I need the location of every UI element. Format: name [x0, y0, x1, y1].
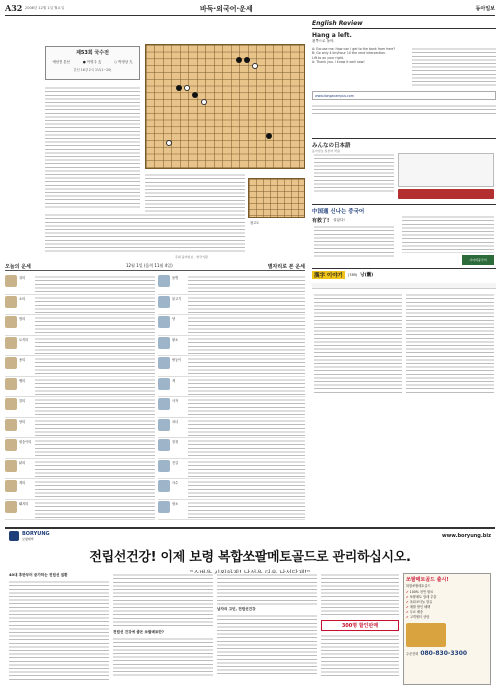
chinese-footer-banner — [462, 255, 494, 265]
zodiac-animal-icon — [5, 439, 17, 451]
sign-row — [158, 438, 305, 459]
chinese-section — [312, 204, 496, 266]
constellation-icon — [158, 378, 170, 390]
sign-row — [158, 459, 305, 480]
price-box-label: 300명 할인판매 — [341, 623, 379, 629]
sign-label: 사자 — [172, 399, 179, 403]
constellation-icon — [158, 337, 170, 349]
sign-label: 전갈 — [172, 460, 179, 465]
ad-col2-title: 전립선 건강에 좋은 쏘팔메토란? — [113, 630, 164, 634]
paper-name: 동아일보 — [475, 6, 495, 12]
animal-row — [5, 336, 155, 357]
constellation-icon — [158, 357, 170, 369]
constellation-icon — [158, 316, 170, 328]
japanese-section — [312, 138, 496, 202]
section-title: 바둑·외국어·운세 — [200, 5, 253, 13]
benefit-label: 쏘팔메토 열매 추출 — [409, 595, 437, 599]
animal-row — [5, 315, 155, 336]
constellation-icon — [158, 480, 170, 492]
hanja-section — [312, 268, 496, 524]
benefit-label: 옥타코사놀 함유 — [409, 600, 433, 604]
animal-row — [5, 377, 155, 398]
animal-list — [5, 274, 155, 520]
sign-list — [158, 274, 305, 520]
reference-diagram — [248, 178, 305, 218]
diagram-caption: 참고도 — [250, 221, 260, 225]
sign-label: 쌍둥이 — [172, 358, 182, 362]
constellation-icon — [158, 296, 170, 308]
phone-label: 주문전화 — [406, 652, 419, 656]
sign-label: 염소 — [172, 501, 179, 506]
black-player: ● 이영주 五 — [82, 60, 102, 64]
sign-row — [158, 315, 305, 336]
zodiac-animal-icon — [5, 480, 17, 492]
hanja-no: (789) — [347, 273, 358, 277]
sign-row — [158, 479, 305, 500]
sign-row — [158, 418, 305, 439]
chinese-footer: 사이버중국어 — [469, 258, 487, 262]
sign-row — [158, 274, 305, 295]
sign-label: 천칭 — [172, 440, 179, 444]
english-phrase-kr: 왼쪽으로 돌아. — [312, 39, 335, 43]
sign-label: 사수 — [172, 481, 179, 485]
ad-url[interactable]: www.boryung.biz — [442, 533, 491, 539]
phone-number[interactable]: 080-830-3300 — [420, 650, 468, 657]
japanese-title: みんなの日本語 — [312, 143, 351, 149]
horoscope-date: 12월 1일 (음력 11월 4일) — [125, 263, 173, 268]
sign-row — [158, 336, 305, 357]
animal-label: 원숭이띠 — [19, 440, 32, 444]
animal-label: 닭띠 — [19, 460, 26, 465]
english-title: English Review — [312, 20, 496, 29]
hanja-headline: 낭(囊) — [360, 273, 374, 278]
constellation-icon — [158, 460, 170, 472]
zodiac-animal-icon — [5, 501, 17, 513]
check-icon: ✔ — [406, 605, 410, 609]
animal-row — [5, 397, 155, 418]
sign-row — [158, 356, 305, 377]
sign-label: 양 — [172, 317, 176, 321]
dialogue-a1: A: Excuse me. How can I get to the bank from here? — [312, 47, 396, 51]
advertisement — [5, 527, 495, 687]
baduk-board — [145, 44, 305, 169]
sign-row — [158, 500, 305, 521]
animal-label: 뱀띠 — [19, 378, 26, 383]
animal-row — [5, 295, 155, 316]
english-section — [312, 20, 496, 138]
hanja-title: 漢字 이야기 — [314, 273, 343, 279]
baduk-section — [5, 18, 305, 258]
zodiac-animal-icon — [5, 419, 17, 431]
product-box — [403, 573, 491, 685]
benefit-label: 100% 천연 원료 — [409, 590, 434, 594]
check-icon: ✔ — [406, 600, 410, 604]
sign-label: 물병 — [172, 276, 179, 280]
sign-row — [158, 295, 305, 316]
animal-row — [5, 459, 155, 480]
page-number: A32 — [5, 3, 23, 13]
sign-label: 처녀 — [172, 419, 179, 424]
zodiac-animal-icon — [5, 296, 17, 308]
sign-label: 게 — [172, 378, 176, 383]
check-icon: ✔ — [406, 595, 410, 599]
animal-label: 범띠 — [19, 317, 26, 321]
animal-label: 토끼띠 — [19, 337, 29, 342]
animal-label: 쥐띠 — [19, 276, 26, 280]
animal-row — [5, 274, 155, 295]
baduk-sponsor: 주최 동아일보 · 한국기원 — [175, 255, 208, 259]
japanese-banner — [398, 189, 494, 199]
benefit-list — [406, 590, 488, 620]
benefit-label: 고객센터 상담 — [409, 615, 430, 619]
dialogue-b2: Lift to on your right. — [312, 55, 344, 60]
animal-row — [5, 438, 155, 459]
brand-name: BORYUNG — [22, 531, 50, 537]
date-line: 2008년 12월 1일 월요일 — [25, 6, 65, 10]
ad-col1-title: 40대 후반부터 증가하는 전립선 질환 — [9, 573, 68, 577]
product-image — [406, 623, 446, 647]
zodiac-animal-icon — [5, 357, 17, 369]
baduk-round: 예선전 본선 — [52, 60, 70, 64]
benefit-label: 무료 배송 — [409, 610, 424, 614]
animal-row — [5, 479, 155, 500]
constellation-icon — [158, 501, 170, 513]
baduk-subtitle: 본선 16강 2국 1보(1~20) — [73, 68, 112, 72]
check-icon: ✔ — [406, 615, 410, 619]
constellation-icon — [158, 398, 170, 410]
animal-label: 소띠 — [19, 296, 26, 301]
constellation-title: 별자리로 본 운세 — [267, 263, 305, 270]
japanese-sub: 동아일보 일본어 학습 — [312, 149, 340, 153]
price-box — [321, 620, 399, 631]
baduk-title: 제53회 국수전 — [76, 50, 109, 56]
horoscope-title: 오늘의 운세 — [5, 263, 31, 270]
animal-label: 돼지띠 — [19, 501, 29, 506]
check-icon: ✔ — [406, 610, 410, 614]
ad-headline: 전립선건강! 이제 보령 복합쏘팔메토골드로 관리하십시오. — [89, 550, 411, 565]
sign-row — [158, 397, 305, 418]
dialogue-a2: A: Thank you. I know it well now! — [312, 60, 365, 65]
page-header — [5, 3, 495, 15]
boryung-logo-icon — [9, 531, 19, 541]
benefit-label: 매월 할인 혜택 — [409, 605, 431, 609]
constellation-icon — [158, 419, 170, 431]
sign-row — [158, 377, 305, 398]
chinese-title: 中国通 신나는 중국어 — [312, 209, 365, 215]
white-player: ○ 박정상 九 — [114, 60, 133, 64]
product-title: 쏘팔메토골드 출시! — [406, 577, 449, 583]
brand-name-kr: 보령제약 — [22, 537, 34, 541]
dialogue-b1: B: Go only 4 km/hour 10 the next intersection. — [312, 51, 387, 56]
animal-row — [5, 356, 155, 377]
animal-row — [5, 418, 155, 439]
english-phrase: Hang a left. — [312, 32, 352, 39]
constellation-icon — [158, 275, 170, 287]
check-icon: ✔ — [406, 590, 410, 594]
chinese-phrase: 有救了! — [312, 218, 330, 224]
ad-col3-title: 남자의 고민, 전립선건강 — [217, 607, 256, 611]
animal-label: 말띠 — [19, 399, 26, 403]
zodiac-animal-icon — [5, 275, 17, 287]
sign-label: 황소 — [172, 337, 179, 342]
english-url[interactable]: www.dongacampus.com — [315, 93, 354, 98]
benefit-item — [406, 615, 488, 620]
horoscope-section — [5, 262, 305, 524]
zodiac-animal-icon — [5, 378, 17, 390]
zodiac-animal-icon — [5, 398, 17, 410]
constellation-icon — [158, 439, 170, 451]
animal-row — [5, 500, 155, 521]
sign-label: 물고기 — [172, 296, 182, 301]
animal-label: 개띠 — [19, 481, 26, 485]
animal-label: 양띠 — [19, 419, 26, 424]
animal-label: 용띠 — [19, 358, 26, 362]
chinese-phrase-kr: 살았다! — [333, 218, 345, 222]
zodiac-animal-icon — [5, 316, 17, 328]
product-sub: 복합쏘팔메토골드 — [406, 584, 431, 588]
zodiac-animal-icon — [5, 460, 17, 472]
zodiac-animal-icon — [5, 337, 17, 349]
baduk-title-box — [45, 46, 140, 80]
